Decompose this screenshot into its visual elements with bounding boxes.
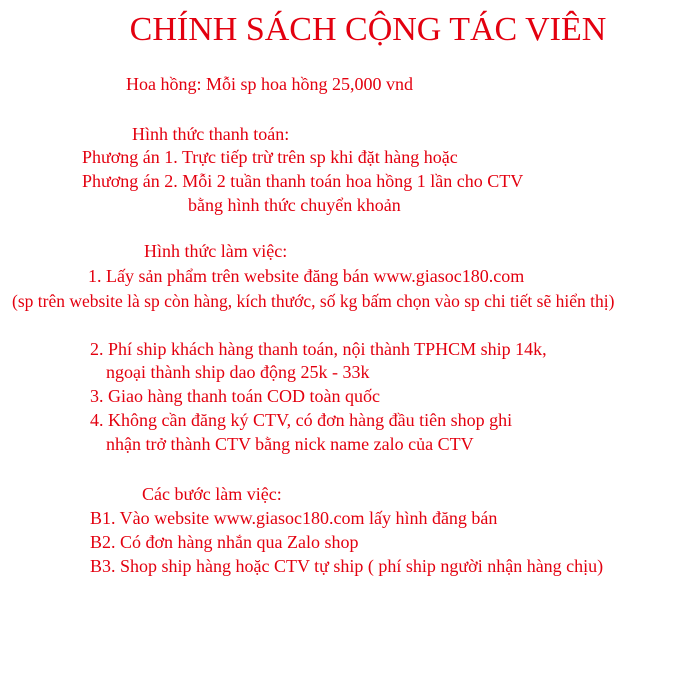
commission-text: Hoa hồng: Mỗi sp hoa hồng 25,000 vnd (126, 74, 413, 94)
work-item-4-line-1: 4. Không cần đăng ký CTV, có đơn hàng đầu tiên shop ghi (90, 410, 513, 430)
step-b2: B2. Có đơn hàng nhắn qua Zalo shop (90, 532, 359, 552)
work-item-1-line-1: 1. Lấy sản phẩm trên website đăng bán www.giasoc180.com (88, 266, 525, 286)
payment-heading: Hình thức thanh toán: (132, 124, 290, 144)
work-item-1-line-2: (sp trên website là sp còn hàng, kích thước, số kg bấm chọn vào sp chi tiết sẽ hiển thị) (12, 291, 615, 311)
work-item-3: 3. Giao hàng thanh toán COD toàn quốc (90, 386, 380, 406)
step-b1: B1. Vào website www.giasoc180.com lấy hình đăng bán (90, 508, 498, 528)
work-item-4-line-2: nhận trở thành CTV bằng nick name zalo của CTV (106, 434, 474, 454)
steps-heading: Các bước làm việc: (142, 484, 282, 504)
work-method-heading: Hình thức làm việc: (144, 241, 288, 261)
step-b3: B3. Shop ship hàng hoặc CTV tự ship ( phí ship người nhận hàng chịu) (90, 556, 604, 576)
payment-option-1: Phương án 1. Trực tiếp trừ trên sp khi đặt hàng hoặc (82, 147, 458, 167)
payment-option-2-line-2: bằng hình thức chuyển khoản (188, 195, 401, 215)
page-title: CHÍNH SÁCH CỘNG TÁC VIÊN (129, 11, 607, 48)
payment-option-2-line-1: Phương án 2. Mỗi 2 tuần thanh toán hoa hồng 1 lần cho CTV (82, 171, 524, 191)
work-item-2-line-1: 2. Phí ship khách hàng thanh toán, nội thành TPHCM ship 14k, (90, 339, 547, 359)
work-item-2-line-2: ngoại thành ship dao động 25k - 33k (106, 362, 370, 382)
